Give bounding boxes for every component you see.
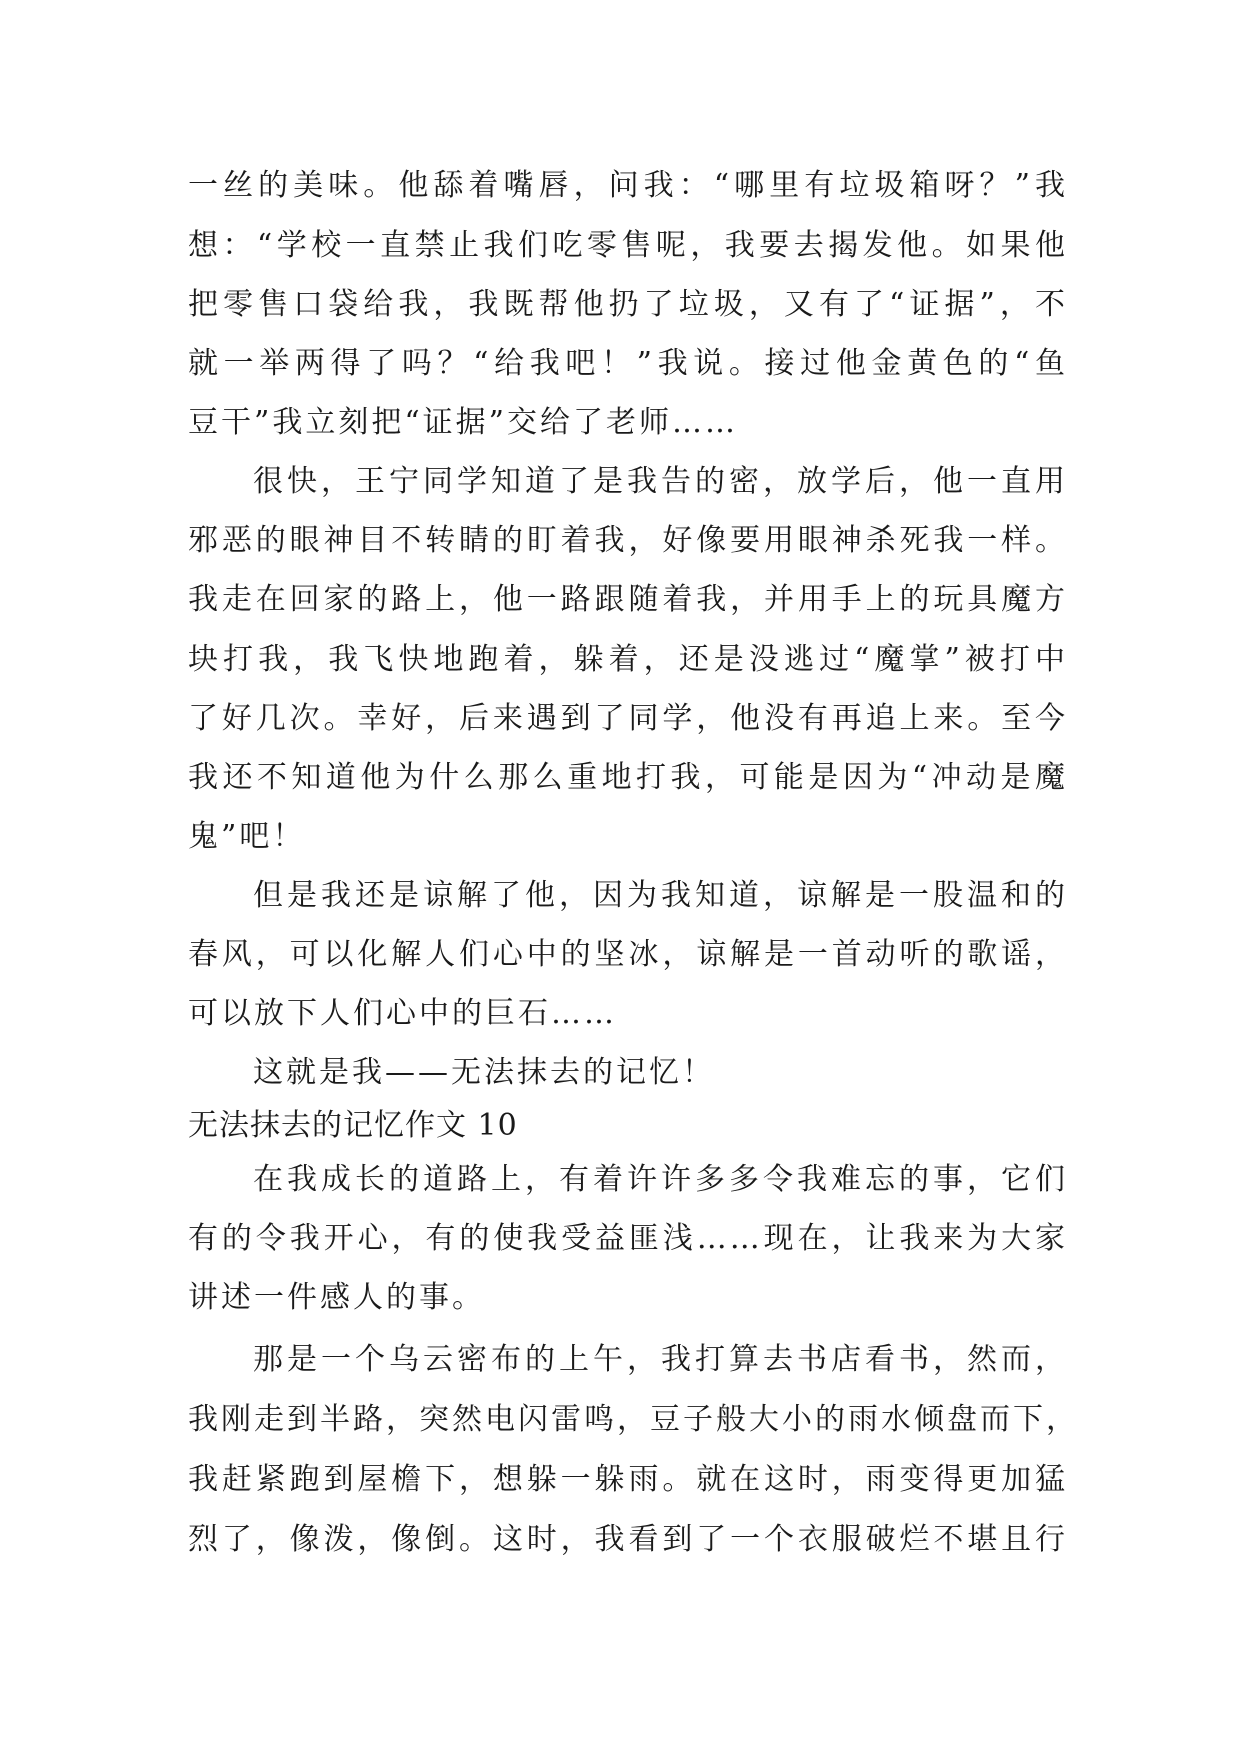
paragraph-first-line: 那是一个乌云密布的上午，我打算去书店看书，然而，: [253, 1342, 1068, 1377]
text-line: 把零售口袋给我，我既帮他扔了垃圾，又有了“证据”，不: [188, 287, 1068, 322]
text-line: 春风，可以化解人们心中的坚冰，谅解是一首动听的歌谣，: [188, 937, 1068, 972]
text-line: 讲述一件感人的事。: [188, 1280, 485, 1315]
text-line: 就一举两得了吗？“给我吧！”我说。接过他金黄色的“鱼: [188, 346, 1068, 381]
paragraph-first-line: 但是我还是谅解了他，因为我知道，谅解是一股温和的: [253, 878, 1068, 913]
text-line: 可以放下人们心中的巨石……: [188, 996, 617, 1031]
paragraph-first-line: 在我成长的道路上，有着许许多多令我难忘的事，它们: [253, 1162, 1068, 1197]
text-line: 邪恶的眼神目不转睛的盯着我，好像要用眼神杀死我一样。: [188, 523, 1068, 558]
text-line: 我赶紧跑到屋檐下，想躲一躲雨。就在这时，雨变得更加猛: [188, 1462, 1068, 1497]
text-line: 块打我，我飞快地跑着，躲着，还是没逃过“魔掌”被打中: [188, 642, 1068, 677]
paragraph-first-line: 这就是我——无法抹去的记忆！: [253, 1055, 715, 1090]
text-line: 鬼”吧！: [188, 819, 306, 854]
text-line: 有的令我开心，有的使我受益匪浅……现在，让我来为大家: [188, 1221, 1068, 1256]
text-line: 了好几次。幸好，后来遇到了同学，他没有再追上来。至今: [188, 701, 1068, 736]
section-title: 无法抹去的记忆作文 10: [188, 1108, 518, 1143]
paragraph-first-line: 很快，王宁同学知道了是我告的密，放学后，他一直用: [253, 464, 1068, 499]
text-line: 烈了，像泼，像倒。这时，我看到了一个衣服破烂不堪且行: [188, 1522, 1068, 1557]
text-line: 豆干”我立刻把“证据”交给了老师……: [188, 405, 739, 440]
text-line: 我还不知道他为什么那么重地打我，可能是因为“冲动是魔: [188, 760, 1068, 795]
text-line: 一丝的美味。他舔着嘴唇，问我：“哪里有垃圾箱呀？”我: [188, 168, 1068, 203]
text-line: 我走在回家的路上，他一路跟随着我，并用手上的玩具魔方: [188, 582, 1068, 617]
text-line: 我刚走到半路，突然电闪雷鸣，豆子般大小的雨水倾盘而下，: [188, 1402, 1079, 1437]
text-line: 想：“学校一直禁止我们吃零售呢，我要去揭发他。如果他: [188, 228, 1068, 263]
